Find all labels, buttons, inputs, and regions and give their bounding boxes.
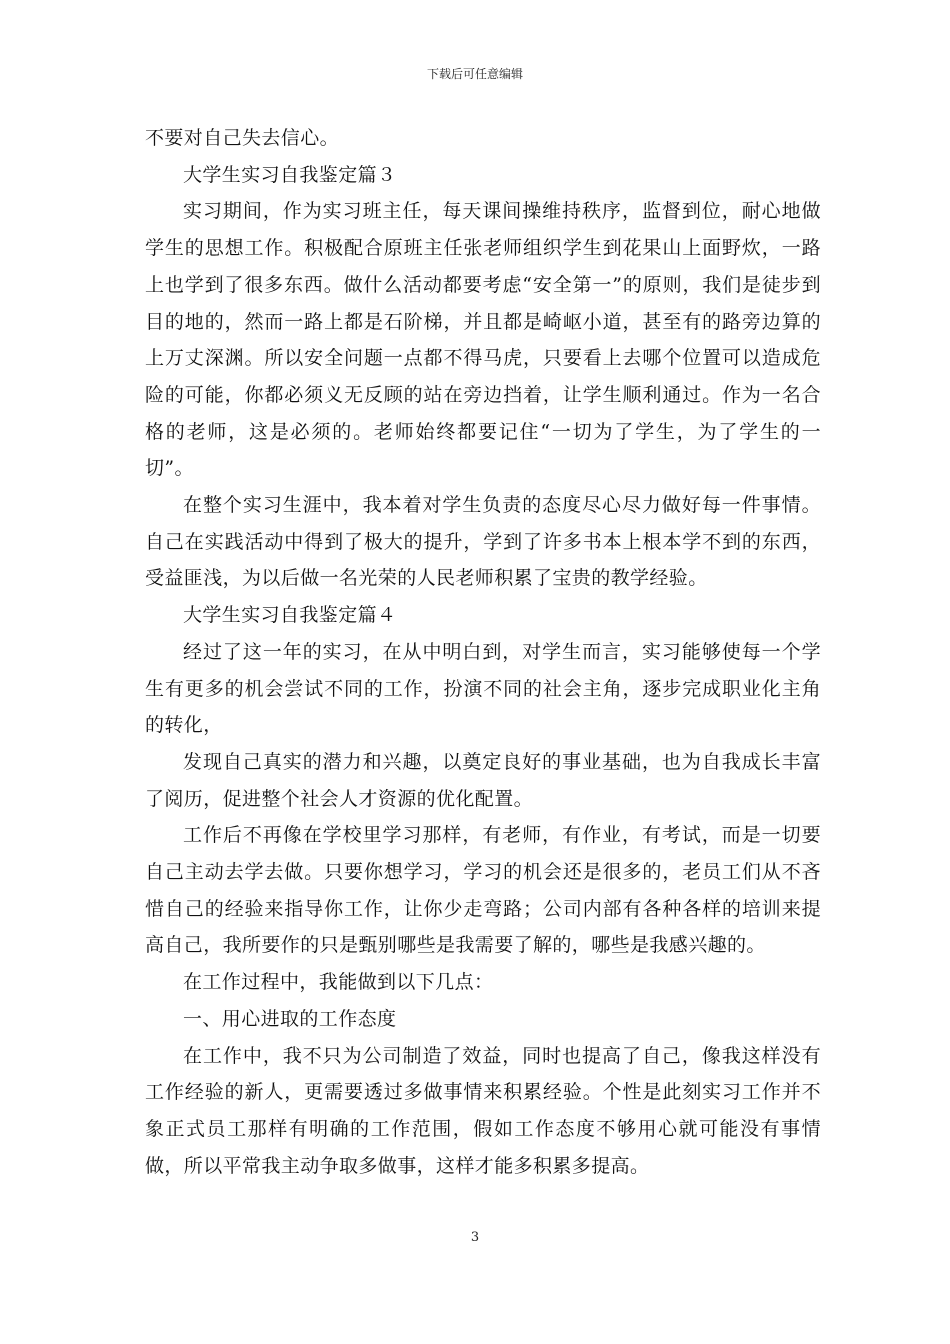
page-header: 下载后可任意编辑 xyxy=(426,67,523,81)
section-heading: 大学生实习自我鉴定篇４ xyxy=(183,604,397,627)
section-heading: 大学生实习自我鉴定篇３ xyxy=(183,163,397,186)
paragraph: 实习期间，作为实习班主任，每天课间操维持秩序，监督到位，耐心地做学生的思想工作。积极配合原班主任张老师组织学生到花果山上面野炊，一路上也学到了很多东西。做什么活动都要考虑“安全第一”的原则，我们是徒步到目的地的，然而一路上都是石阶梯，并且都是崎岖小道，甚至有的路旁边算的上万丈深渊。所以安全问题一点都不得马虎，只要看上去哪个位置可以造成危险的可能，你都必须义无反顾的站在旁边挡着，让学生顺利通过。作为一名合格的老师，这是必须的。老师始终都要记住“一切为了学生，为了学生的一切”。 xyxy=(145,200,821,480)
paragraph: 不要对自己失去信心。 xyxy=(145,127,340,149)
document-body xyxy=(145,120,821,1184)
paragraph: 工作后不再像在学校里学习那样，有老师，有作业，有考试，而是一切要自己主动去学去做。只要你想学习，学习的机会还是很多的，老员工们从不吝惜自己的经验来指导你工作，让你少走弯路；公司内部有各种各样的培训来提高自己，我所要作的只是甄别哪些是我需要了解的，哪些是我感兴趣的。 xyxy=(145,824,821,957)
paragraph: 在工作中，我不只为公司制造了效益，同时也提高了自己，像我这样没有工作经验的新人，更需要透过多做事情来积累经验。个性是此刻实习工作并不象正式员工那样有明确的工作范围，假如工作态度不够用心就可能没有事情做，所以平常我主动争取多做事，这样才能多积累多提高。 xyxy=(145,1044,821,1177)
paragraph: 在工作过程中，我能做到以下几点： xyxy=(183,971,494,994)
paragraph: 在整个实习生涯中，我本着对学生负责的态度尽心尽力做好每一件事情。自己在实践活动中得到了极大的提升，学到了许多书本上根本学不到的东西，受益匪浅，为以后做一名光荣的人民老师积累了宝贵的教学经验。 xyxy=(145,494,821,590)
paragraph: 经过了这一年的实习，在从中明白到，对学生而言，实习能够使每一个学生有更多的机会尝试不同的工作，扮演不同的社会主角，逐步完成职业化主角的转化， xyxy=(145,640,821,737)
subheading: 一、用心进取的工作态度 xyxy=(183,1007,397,1030)
paragraph: 发现自己真实的潜力和兴趣，以奠定良好的事业基础，也为自我成长丰富了阅历，促进整个社会人才资源的优化配置。 xyxy=(145,750,821,810)
page-number: 3 xyxy=(470,1230,480,1245)
